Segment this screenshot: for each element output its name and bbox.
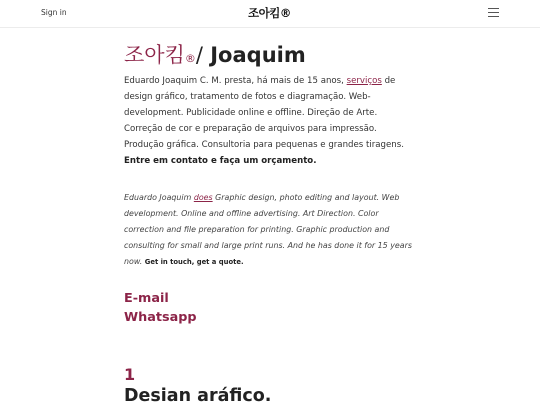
intro-english	[124, 190, 416, 271]
email-link[interactable]: E-mail	[124, 290, 169, 306]
does-link[interactable]: does	[193, 193, 213, 202]
intro-pt-text: Eduardo Joaquim C. M. presta, há mais de 15 anos,	[124, 76, 347, 86]
main-content	[124, 40, 416, 327]
intro-en-text-cont: Graphic design, photo editing and layout. Web development. Online and offline advertising. Art Direction. Color correction and file preparation for printing. Graphic production and consulting for small and large print runs. And he has done it for 15 years now.	[124, 193, 412, 266]
registered-mark: ®	[184, 52, 196, 65]
page-title	[124, 40, 416, 70]
title-name: Joaquim	[202, 43, 306, 67]
site-logo[interactable]: 조아킴®	[248, 6, 291, 20]
section-number: 1	[124, 365, 136, 384]
intro-en-text: Eduardo Joaquim	[124, 193, 194, 202]
top-bar	[0, 0, 540, 28]
hamburger-icon[interactable]	[488, 8, 499, 18]
contact-links	[124, 289, 416, 327]
services-link[interactable]: serviços	[346, 76, 382, 86]
intro-portuguese	[124, 73, 416, 169]
intro-pt-text-cont: de design gráfico, tratamento de fotos e diagramação. Web-development. Publicidade online e offline. Direção de Arte. Correção de cor e preparação de arquivos para impressão. Produção gráfica. Consultoria para pequenas e grandes tiragens.	[124, 76, 404, 150]
sign-in-link[interactable]: Sign in	[41, 8, 67, 17]
title-korean: 조아킴	[124, 43, 185, 67]
section-title: Desian aráfico.	[124, 386, 272, 406]
whatsapp-link[interactable]: Whatsapp	[124, 309, 197, 325]
contact-cta-en: Get in touch, get a quote.	[144, 257, 244, 266]
contact-cta-pt: Entre em contato e faça um orçamento.	[124, 156, 317, 166]
title-slash: /	[195, 43, 203, 67]
